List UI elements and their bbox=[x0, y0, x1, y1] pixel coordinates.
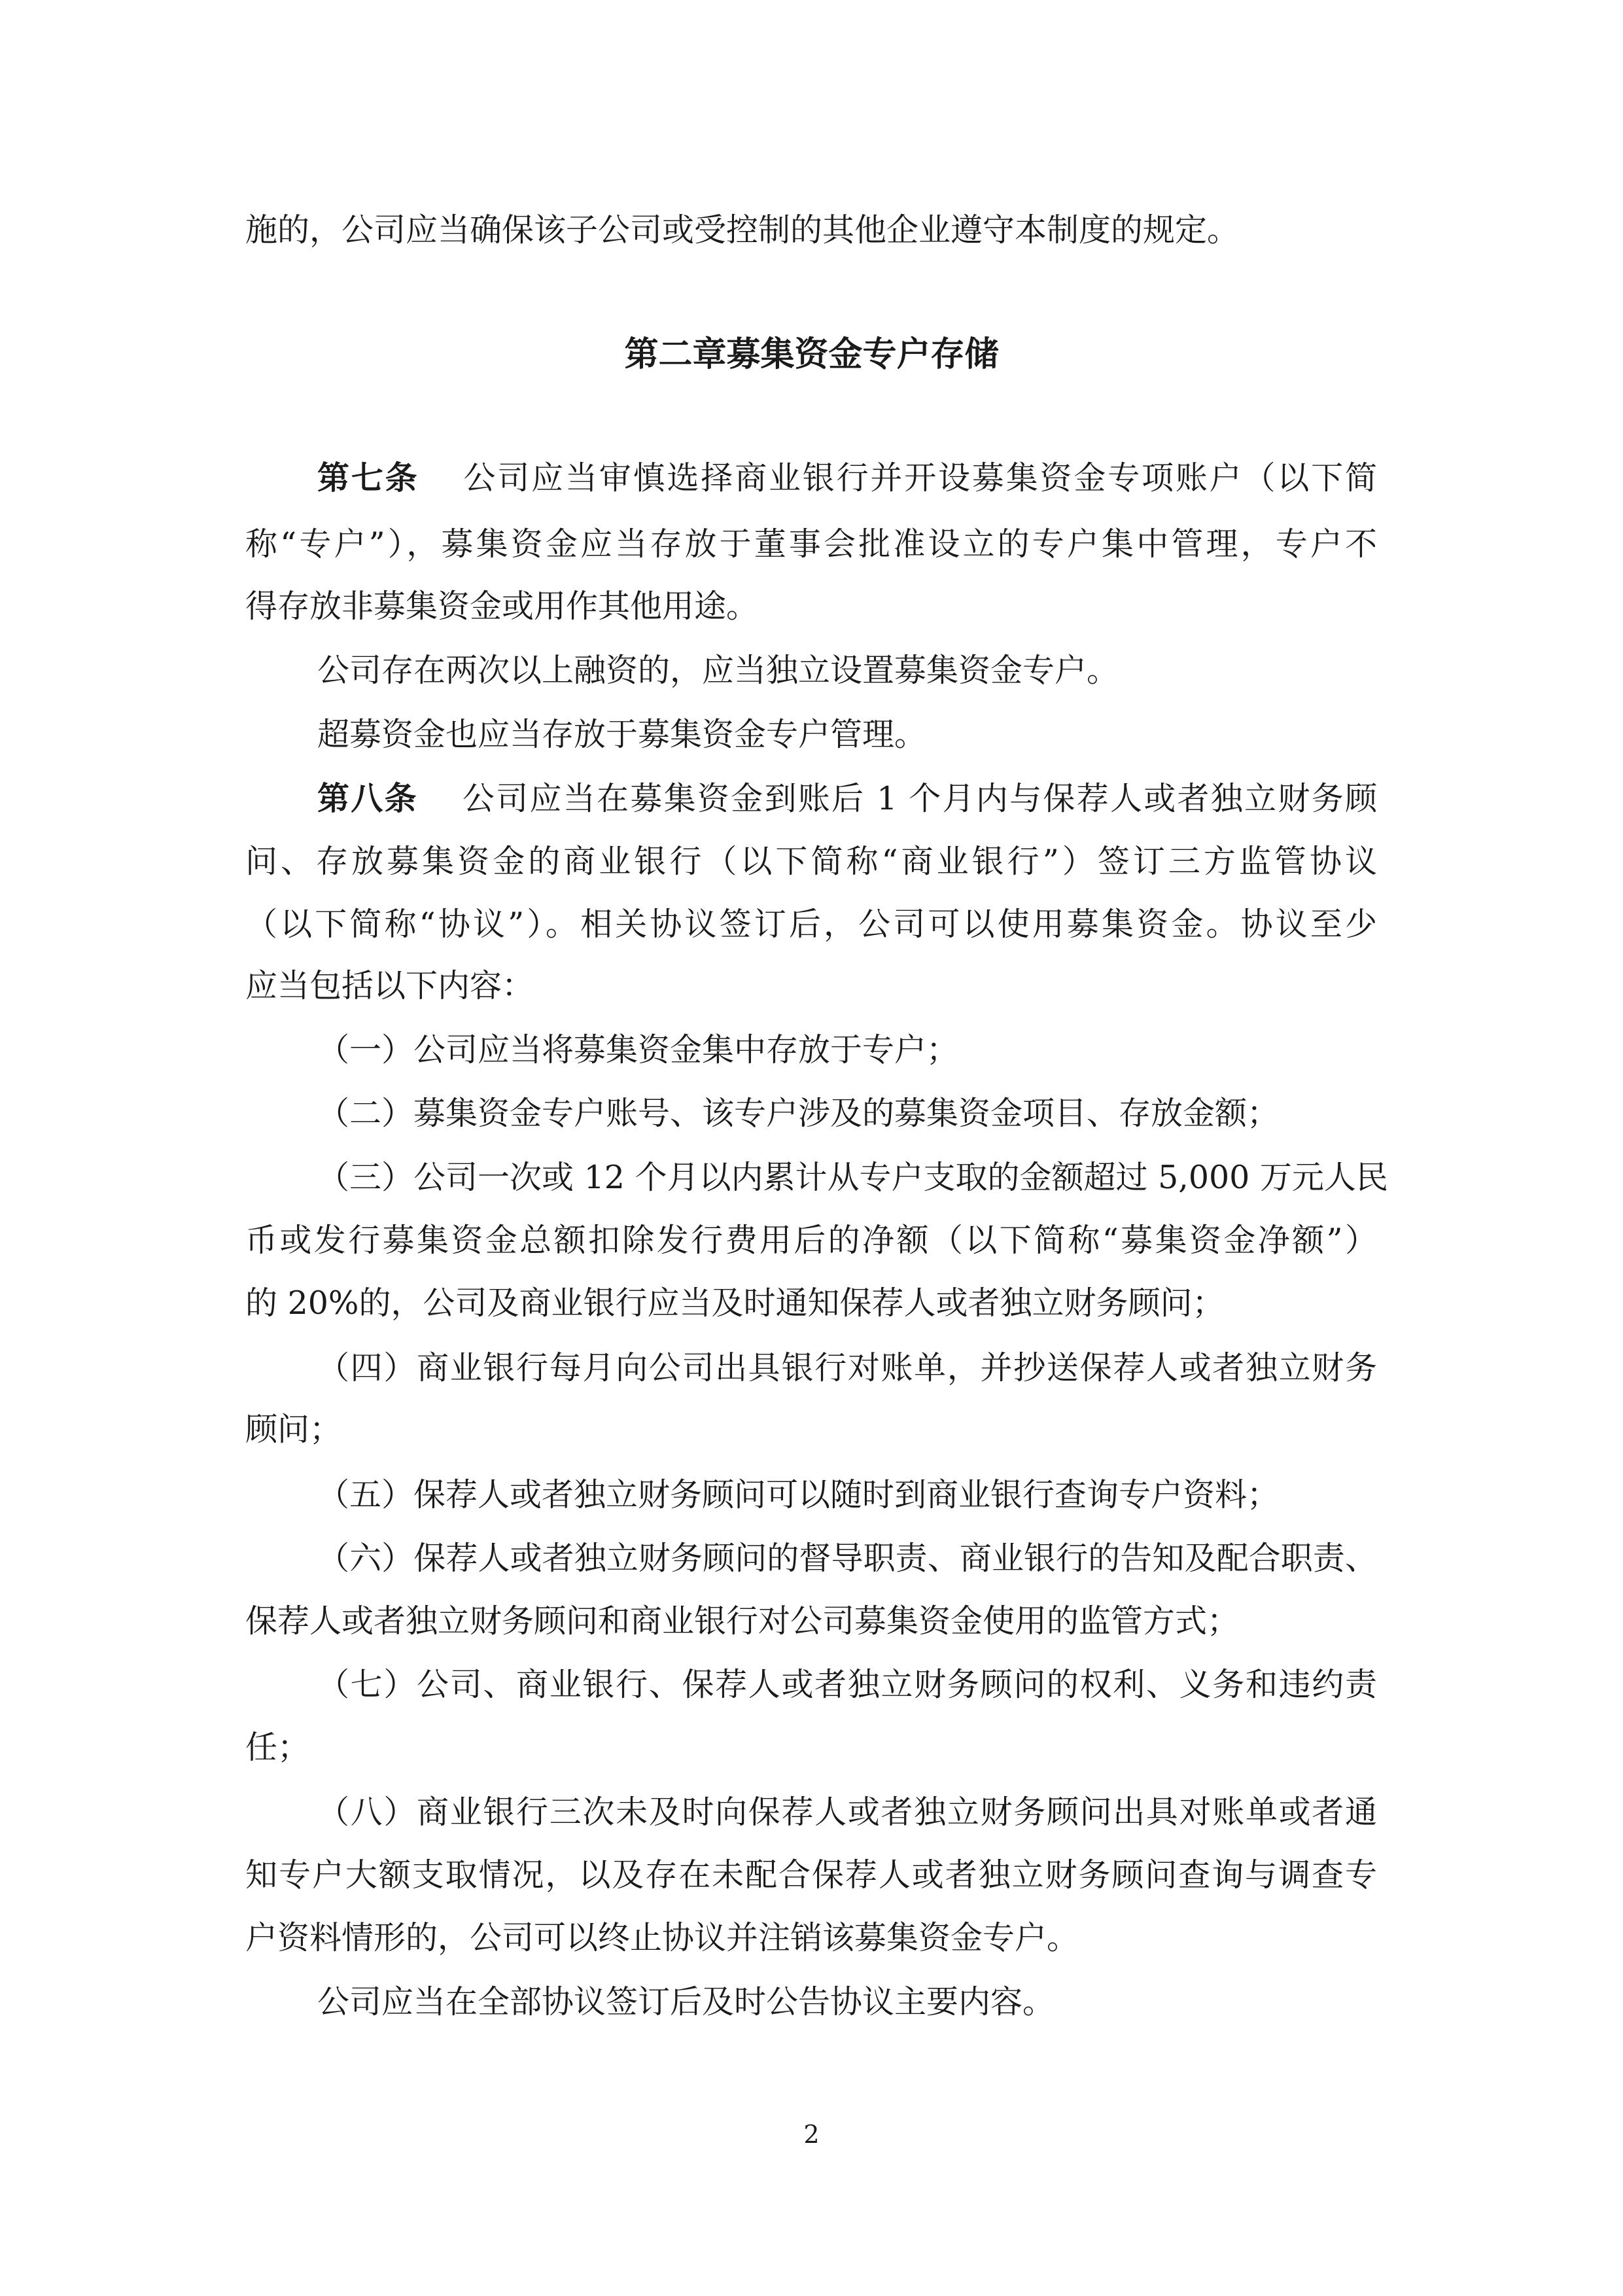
article-7-label: 第七条 bbox=[317, 459, 419, 497]
page-number: 2 bbox=[803, 2120, 820, 2149]
list-item-8-line-2: 知专户大额支取情况，以及存在未配合保荐人或者独立财务顾问查询与调查专 bbox=[245, 1856, 1377, 1894]
continuation-line: 施的，公司应当确保该子公司或受控制的其他企业遵守本制度的规定。 bbox=[245, 211, 1240, 249]
list-item-3-line-1: （三）公司一次或 12 个月以内累计从专户支取的金额超过 5,000 万元人民 bbox=[317, 1159, 1388, 1196]
article-8-line-4: 应当包括以下内容： bbox=[245, 967, 534, 1004]
article-8-line-2: 问、存放募集资金的商业银行（以下简称“商业银行”）签订三方监管协议 bbox=[245, 843, 1377, 880]
article-8-text-1: 公司应当在募集资金到账后 1 个月内与保荐人或者独立财务顾 bbox=[462, 780, 1377, 817]
article-8-line-1 bbox=[317, 779, 1377, 819]
list-item-6-line-1: （六）保荐人或者独立财务顾问的督导职责、商业银行的告知及配合职责、 bbox=[317, 1540, 1377, 1577]
article-8-line-3: （以下简称“协议”）。相关协议签订后，公司可以使用募集资金。协议至少 bbox=[245, 906, 1377, 943]
article-7-line-1 bbox=[317, 458, 1377, 498]
closing-paragraph: 公司应当在全部协议签订后及时公告协议主要内容。 bbox=[317, 1983, 1055, 2021]
article-7-text-1: 公司应当审慎选择商业银行并开设募集资金专项账户（以下简 bbox=[463, 459, 1377, 497]
list-item-8-line-1: （八）商业银行三次未及时向保荐人或者独立财务顾问出具对账单或者通 bbox=[317, 1793, 1377, 1831]
article-7-line-3: 得存放非募集资金或用作其他用途。 bbox=[245, 588, 759, 625]
article-7-line-2: 称“专户”），募集资金应当存放于董事会批准设立的专户集中管理，专户不 bbox=[245, 525, 1377, 563]
article-8-label: 第八条 bbox=[317, 779, 418, 817]
list-item-6-line-2: 保荐人或者独立财务顾问和商业银行对公司募集资金使用的监管方式； bbox=[245, 1602, 1240, 1640]
paragraph-excess-funds: 超募资金也应当存放于募集资金专户管理。 bbox=[317, 716, 927, 753]
list-item-4-line-1: （四）商业银行每月向公司出具银行对账单，并抄送保荐人或者独立财务 bbox=[317, 1349, 1377, 1386]
list-item-7-line-1: （七）公司、商业银行、保荐人或者独立财务顾问的权利、义务和违约责 bbox=[317, 1666, 1377, 1703]
list-item-8-line-3: 户资料情形的，公司可以终止协议并注销该募集资金专户。 bbox=[245, 1919, 1079, 1956]
list-item-7-line-2: 任； bbox=[245, 1729, 310, 1766]
list-item-3-line-3: 的 20%的，公司及商业银行应当及时通知保荐人或者独立财务顾问； bbox=[245, 1284, 1225, 1322]
chapter-heading: 第二章募集资金专户存储 bbox=[624, 334, 999, 374]
list-item-2: （二）募集资金专户账号、该专户涉及的募集资金项目、存放金额； bbox=[317, 1095, 1280, 1132]
list-item-3-line-2: 币或发行募集资金总额扣除发行费用后的净额（以下简称“募集资金净额”） bbox=[245, 1222, 1377, 1259]
list-item-4-line-2: 顾问； bbox=[245, 1411, 342, 1448]
list-item-5: （五）保荐人或者独立财务顾问可以随时到商业银行查询专户资料； bbox=[317, 1476, 1280, 1513]
paragraph-two-financings: 公司存在两次以上融资的，应当独立设置募集资金专户。 bbox=[317, 652, 1119, 689]
list-item-1: （一）公司应当将募集资金集中存放于专户； bbox=[317, 1031, 959, 1069]
